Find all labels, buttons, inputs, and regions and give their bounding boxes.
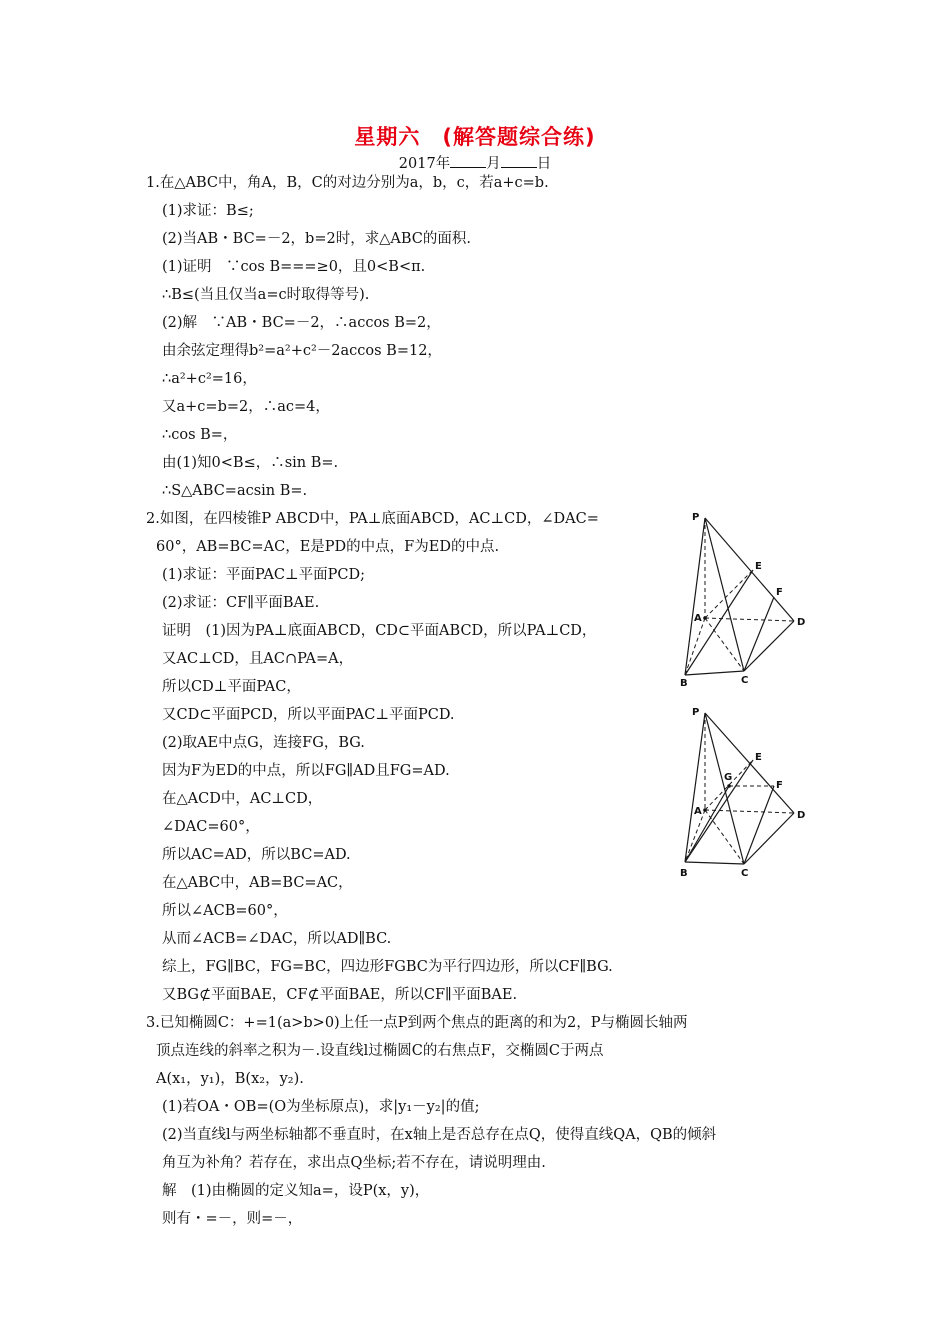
page-title: 星期六 (解答题综合练): [354, 125, 596, 149]
solution-line: 综上，FG∥BC，FG=BC，四边形FGBC为平行四边形，所以CF∥BG.: [162, 959, 613, 975]
problem-1-part-2: (2)当AB・BC=－2，b=2时，求△ABC的面积.: [162, 231, 471, 247]
pyramid-figure-2: [672, 700, 822, 885]
point-a-dot: [703, 808, 707, 812]
problem-3-statement-cont: 顶点连线的斜率之积为－.设直线l过椭圆C的右焦点F，交椭圆C于两点: [156, 1043, 604, 1059]
date-year: 2017年: [398, 156, 451, 172]
edge-pb: [685, 713, 705, 862]
label-f: F: [776, 587, 783, 598]
label-e: E: [755, 561, 762, 572]
solution-line: 由余弦定理得b²=a²+c²－2accos B=12，: [162, 343, 442, 359]
edge-bc: [685, 671, 744, 675]
label-p: P: [692, 707, 700, 718]
label-f: F: [776, 780, 783, 791]
solution-line: 在△ACD中，AC⊥CD，: [162, 791, 323, 807]
solution-line: 所以CD⊥平面PAC，: [162, 679, 301, 695]
problem-2-part-1: (1)求证：平面PAC⊥平面PCD;: [162, 567, 366, 583]
solution-line: 因为F为ED的中点，所以FG∥AD且FG=AD.: [162, 763, 450, 779]
label-d: D: [797, 810, 806, 821]
segment-cf: [744, 786, 774, 864]
solution-line: 从而∠ACB=∠DAC，所以AD∥BC.: [162, 931, 392, 947]
date-line: [0, 152, 950, 173]
problem-3-part-2: (2)当直线l与两坐标轴都不垂直时，在x轴上是否总存在点Q，使得直线QA，QB的倾斜: [162, 1127, 717, 1143]
edge-bc: [685, 862, 744, 864]
edge-pb: [685, 518, 705, 675]
date-day: 日: [536, 156, 552, 172]
label-a: A: [694, 806, 702, 817]
solution-line: 所以AC=AD，所以BC=AD.: [162, 847, 351, 863]
solution-line: ∴a²+c²=16，: [162, 371, 257, 387]
label-b: B: [680, 678, 688, 689]
problem-2-statement-cont: 60°，AB=BC=AC，E是PD的中点，F为ED的中点.: [156, 539, 500, 555]
solution-line: ∴cos B=，: [162, 427, 238, 443]
edge-ac: [705, 618, 744, 671]
solution-line: ∠DAC=60°，: [162, 819, 260, 835]
label-c: C: [741, 868, 749, 879]
label-e: E: [755, 752, 762, 763]
edge-ab: [685, 618, 705, 675]
edge-ac: [705, 810, 744, 864]
problem-3-points: A(x₁，y₁)，B(x₂，y₂).: [156, 1071, 304, 1087]
label-a: A: [694, 613, 702, 624]
label-p: P: [692, 512, 700, 523]
problem-1-statement: 1.在△ABC中，角A，B，C的对边分别为a，b，c，若a+c=b.: [146, 175, 549, 191]
solution-line: 证明 (1)因为PA⊥底面ABCD，CD⊂平面ABCD，所以PA⊥CD，: [162, 623, 597, 639]
problem-1-part-1: (1)求证：B≤;: [162, 203, 254, 219]
label-c: C: [741, 675, 749, 686]
solution-line: ∴S△ABC=acsin B=.: [162, 483, 308, 499]
solution-line: 所以∠ACB=60°，: [162, 903, 288, 919]
solution-line: 解 (1)由椭圆的定义知a=，设P(x，y)，: [162, 1183, 430, 1199]
day-blank: [501, 153, 537, 168]
problem-3-part-1: (1)若OA・OB=(O为坐标原点)，求|y₁－y₂|的值;: [162, 1099, 480, 1115]
label-b: B: [680, 868, 688, 879]
label-d: D: [797, 617, 806, 628]
segment-cf: [744, 597, 774, 671]
edge-ad: [705, 618, 794, 621]
solution-line: (1)证明 ∵cos B===≥0，且0<B<π.: [162, 259, 426, 275]
solution-line: 又a+c=b=2，∴ac=4，: [162, 399, 330, 415]
solution-line: 则有・=－，则=－，: [162, 1211, 303, 1227]
solution-line: (2)取AE中点G，连接FG，BG.: [162, 735, 365, 751]
label-g: G: [724, 772, 733, 783]
solution-line: 又AC⊥CD，且AC∩PA=A，: [162, 651, 354, 667]
problem-2-part-2: (2)求证：CF∥平面BAE.: [162, 595, 320, 611]
solution-line: ∴B≤(当且仅当a=c时取得等号).: [162, 287, 370, 303]
solution-line: (2)解 ∵AB・BC=－2，∴accos B=2，: [162, 315, 441, 331]
problem-3-statement: 3.已知椭圆C：+=1(a>b>0)上任一点P到两个焦点的距离的和为2，P与椭圆长轴两: [146, 1015, 688, 1031]
solution-line: 在△ABC中，AB=BC=AC，: [162, 875, 353, 891]
solution-line: 又BG⊄平面BAE，CF⊄平面BAE，所以CF∥平面BAE.: [162, 987, 518, 1003]
pyramid-figure-1: [672, 505, 822, 690]
solution-line: 又CD⊂平面PCD，所以平面PAC⊥平面PCD.: [162, 707, 455, 723]
segment-bg: [685, 786, 729, 862]
month-blank: [450, 153, 486, 168]
edge-cd: [744, 813, 794, 864]
point-g-dot: [727, 784, 731, 788]
problem-3-part-2-cont: 角互为补角？若存在，求出点Q坐标;若不存在，请说明理由.: [162, 1155, 546, 1171]
date-month: 月: [486, 156, 501, 172]
point-a-dot: [703, 616, 707, 620]
problem-2-statement: 2.如图，在四棱锥P ABCD中，PA⊥底面ABCD，AC⊥CD，∠DAC=: [146, 511, 599, 527]
edge-cd: [744, 621, 794, 671]
solution-line: 由(1)知0<B≤，∴sin B=.: [162, 455, 339, 471]
